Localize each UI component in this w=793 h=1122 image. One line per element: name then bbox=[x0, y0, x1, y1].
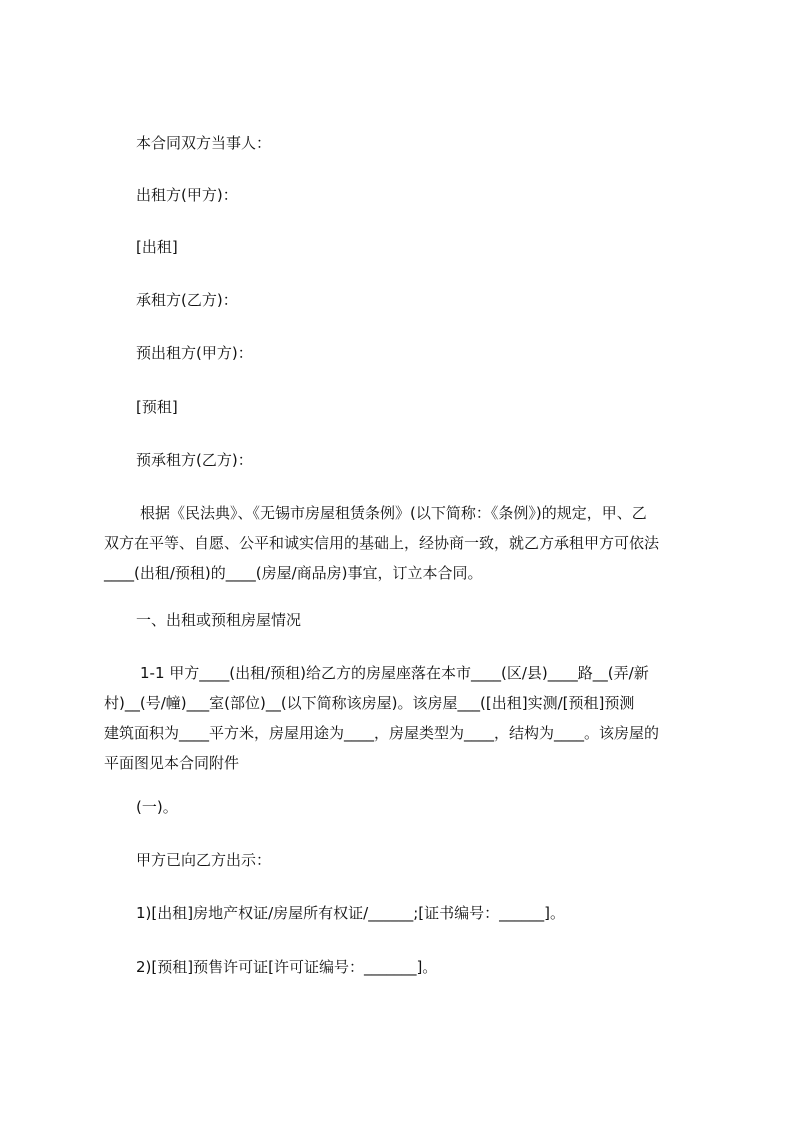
lessee-label: 承租方(乙方)： bbox=[136, 291, 238, 309]
item-1: 1)[出租]房地产权证/房屋所有权证/______;[证书编号：______]。 bbox=[136, 904, 565, 922]
pre-lessor-label: 预出租方(甲方)： bbox=[136, 344, 253, 362]
clause-line: 1-1 甲方____(出租/预租)给乙方的房屋座落在本市____(区/县)____路__(弄/新 bbox=[140, 664, 649, 682]
rent-tag: [出租] bbox=[136, 238, 178, 256]
item-2: 2)[预租]预售许可证[许可证编号：_______]。 bbox=[136, 958, 438, 976]
prerent-tag: [预租] bbox=[136, 398, 178, 416]
shown-heading: 甲方已向乙方出示： bbox=[136, 851, 272, 869]
lessor-label: 出租方(甲方)： bbox=[136, 186, 238, 204]
preamble-line: 双方在平等、自愿、公平和诚实信用的基础上，经协商一致，就乙方承租甲方可依法 bbox=[104, 534, 660, 552]
clause-line: 建筑面积为____平方米，房屋用途为____，房屋类型为____，结构为____。该房屋的 bbox=[104, 724, 660, 742]
clause-line: 村)__(号/幢)___室(部位)__(以下简称该房屋)。该房屋___([出租]实测/[预租]预测 bbox=[104, 694, 635, 712]
parties-heading: 本合同双方当事人： bbox=[136, 134, 272, 152]
preamble-paragraph bbox=[104, 498, 701, 588]
clause-1-1-paragraph bbox=[104, 658, 701, 778]
pre-lessee-label: 预承租方(乙方)： bbox=[136, 451, 253, 469]
preamble-line: ____(出租/预租)的____(房屋/商品房)事宜，订立本合同。 bbox=[104, 564, 483, 582]
clause-line: 平面图见本合同附件 bbox=[104, 754, 240, 772]
annex-one: (一)。 bbox=[136, 798, 178, 816]
section-1-title: 一、出租或预租房屋情况 bbox=[136, 611, 302, 629]
preamble-line: 根据《民法典》、《无锡市房屋租赁条例》(以下简称：《条例》)的规定，甲、乙 bbox=[140, 504, 647, 522]
